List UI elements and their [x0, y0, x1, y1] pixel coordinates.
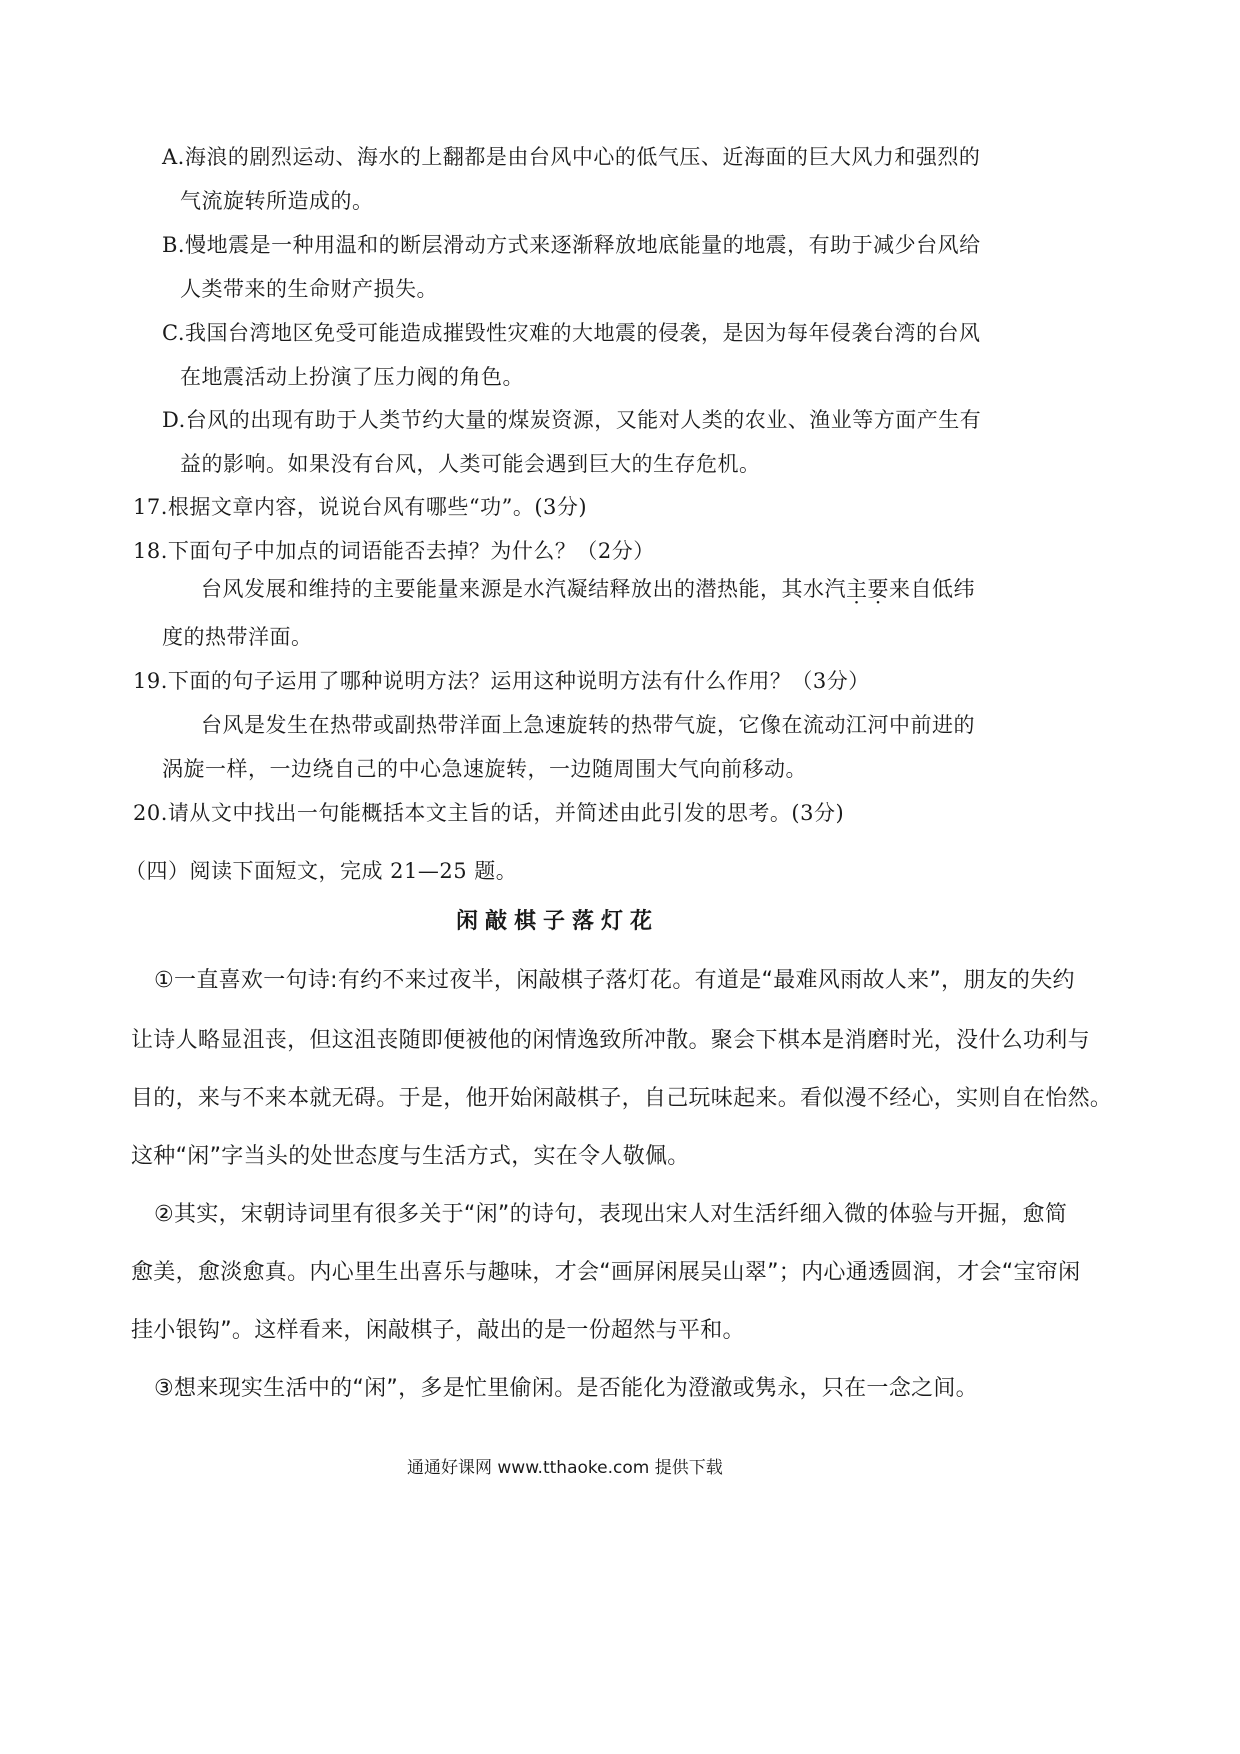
question-18-sentence: [201, 573, 975, 603]
question-18-sentence-cont: 度的热带洋面。: [162, 625, 313, 649]
article-paragraph-2-line1: ②其实，宋朝诗词里有很多关于“闲”的诗句，表现出宋人对生活纤细入微的体验与开掘，愈简: [154, 1202, 1068, 1227]
question-20: 20.请从文中找出一句能概括本文主旨的话，并简述由此引发的思考。(3分): [133, 801, 845, 825]
option-d-line2: 益的影响。如果没有台风，人类可能会遇到巨大的生存危机。: [180, 452, 761, 476]
page-footer: 通通好课网 www.tthaoke.com 提供下载: [407, 1458, 723, 1478]
article-paragraph-1-line4: 这种“闲”字当头的处世态度与生活方式，实在令人敬佩。: [131, 1144, 690, 1169]
question-19-line2: 涡旋一样，一边绕自己的中心急速旋转，一边随周围大气向前移动。: [162, 757, 807, 781]
article-paragraph-2-line3: 挂小银钩”。这样看来，闲敲棋子，敲出的是一份超然与平和。: [131, 1318, 745, 1343]
option-b-line2: 人类带来的生命财产损失。: [180, 277, 438, 301]
option-b-line1: B.慢地震是一种用温和的断层滑动方式来逐渐释放地底能量的地震，有助于减少台风给: [162, 233, 981, 257]
article-paragraph-2-line2: 愈美，愈淡愈真。内心里生出喜乐与趣味，才会“画屏闲展吴山翠”；内心通透圆润，才会“宝帘闲: [131, 1260, 1081, 1285]
article-paragraph-3-line1: ③想来现实生活中的“闲”，多是忙里偷闲。是否能化为澄澈或隽永，只在一念之间。: [154, 1376, 978, 1401]
section-4-heading: （四）阅读下面短文，完成 21—25 题。: [125, 859, 518, 883]
sentence-before: 台风发展和维持的主要能量来源是水汽凝结释放出的潜热能，其水汽: [201, 577, 846, 601]
option-a-line2: 气流旋转所造成的。: [180, 189, 374, 213]
option-a-line1: A.海浪的剧烈运动、海水的上翻都是由台风中心的低气压、近海面的巨大风力和强烈的: [162, 145, 981, 169]
option-c-line1: C.我国台湾地区免受可能造成摧毁性灾难的大地震的侵袭，是因为每年侵袭台湾的台风: [162, 321, 981, 345]
article-paragraph-1-line1: ①一直喜欢一句诗:有约不来过夜半，闲敲棋子落灯花。有道是“最难风雨故人来”，朋友的失约: [154, 968, 1075, 993]
article-title: 闲敲棋子落灯花: [456, 909, 660, 934]
article-paragraph-1-line3: 目的，来与不来本就无碍。于是，他开始闲敲棋子，自己玩味起来。看似漫不经心，实则自在怡然。: [131, 1086, 1113, 1111]
question-18: 18.下面句子中加点的词语能否去掉？为什么？（2分）: [133, 539, 655, 563]
option-c-line2: 在地震活动上扮演了压力阀的角色。: [180, 365, 524, 389]
sentence-after: 来自低纬: [889, 577, 975, 601]
option-d-line1: D.台风的出现有助于人类节约大量的煤炭资源，又能对人类的农业、渔业等方面产生有: [162, 408, 982, 432]
dotted-word-1: 主: [846, 577, 868, 601]
question-17: 17.根据文章内容，说说台风有哪些“功”。(3分): [133, 495, 588, 519]
dotted-word-2: 要: [867, 577, 889, 601]
article-paragraph-1-line2: 让诗人略显沮丧，但这沮丧随即便被他的闲情逸致所冲散。聚会下棋本是消磨时光，没什么功利与: [131, 1028, 1090, 1053]
question-19-line1: 台风是发生在热带或副热带洋面上急速旋转的热带气旋，它像在流动江河中前进的: [201, 713, 975, 737]
question-19: 19.下面的句子运用了哪种说明方法？运用这种说明方法有什么作用？（3分）: [133, 669, 870, 693]
